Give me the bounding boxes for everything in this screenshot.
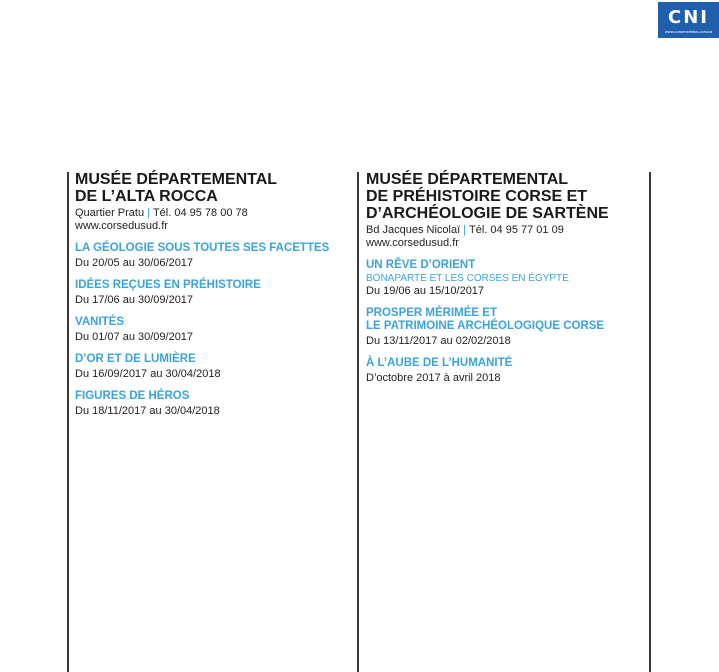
museum-address: Bd Jacques Nicolaï: [366, 224, 461, 236]
exhibition-dates: Du 20/05 au 30/06/2017: [75, 257, 194, 269]
exhibition-title: [75, 279, 353, 294]
exhibition-title: [75, 390, 353, 405]
museum-website: www.corsedusud.fr: [75, 220, 168, 232]
separator: |: [463, 224, 467, 236]
exhibition-dates: Du 19/06 au 15/10/2017: [366, 285, 485, 297]
exhibition-title: [366, 259, 644, 272]
museum-column-alta-rocca: [75, 171, 353, 418]
exhibition-dates: D’octobre 2017 à avril 2018: [366, 372, 501, 384]
column-rule-middle: [357, 172, 359, 672]
exhibition-item: [75, 390, 353, 418]
exhibition-title: [75, 316, 353, 331]
exhibition-item: [75, 279, 353, 307]
exhibition-dates: Du 17/06 au 30/09/2017: [75, 294, 194, 306]
exhibition-item: [366, 307, 644, 348]
exhibition-item: [75, 316, 353, 344]
exhibition-title-line: UN RÊVE D’ORIENT: [366, 259, 476, 271]
exhibition-title-line: VANITÉS: [75, 316, 124, 328]
museum-column-sartene: [366, 171, 644, 385]
museum-title-line: MUSÉE DÉPARTEMENTAL: [75, 171, 278, 188]
museum-title: [75, 171, 353, 205]
museum-contact: [75, 207, 353, 220]
museum-title-line: MUSÉE DÉPARTEMENTAL: [366, 171, 569, 188]
exhibition-title: [366, 357, 644, 372]
exhibition-title-line: IDÉES REÇUES EN PRÉHISTOIRE: [75, 279, 261, 291]
exhibition-item: [366, 357, 644, 385]
exhibition-title-line: FIGURES DE HÉROS: [75, 390, 190, 402]
museum-phone: Tél. 04 95 77 01 09: [469, 224, 564, 236]
exhibition-item: [366, 259, 644, 298]
exhibition-item: [75, 242, 353, 270]
museum-title: [366, 171, 644, 222]
exhibition-item: [75, 353, 353, 381]
exhibition-title-line: D’OR ET DE LUMIÈRE: [75, 353, 196, 365]
museum-contact: [366, 224, 644, 237]
column-rule-left: [67, 172, 69, 672]
exhibition-title-line: À L’AUBE DE L’HUMANITÉ: [366, 357, 513, 369]
museum-title-line: D’ARCHÉOLOGIE DE SARTÈNE: [366, 205, 609, 222]
exhibition-title: [366, 307, 644, 335]
exhibition-title: [75, 242, 353, 257]
exhibition-title-line: LA GÉOLOGIE SOUS TOUTES SES FACETTES: [75, 242, 330, 254]
cni-logo: [658, 2, 719, 38]
museum-address: Quartier Pratu: [75, 207, 145, 219]
museum-title-line: DE PRÉHISTOIRE CORSE ET: [366, 188, 588, 205]
separator: |: [147, 207, 150, 219]
exhibition-title-line: PROSPER MÉRIMÉE ET: [366, 307, 497, 319]
exhibition-dates: Du 13/11/2017 au 02/02/2018: [366, 335, 511, 347]
museum-phone: Tél. 04 95 78 00 78: [152, 207, 248, 219]
museum-website: www.corsedusud.fr: [366, 237, 459, 249]
exhibition-subtitle: BONAPARTE ET LES CORSES EN ÉGYPTE: [366, 273, 569, 284]
logo-text: CNI: [668, 7, 709, 28]
museum-title-line: DE L’ALTA ROCCA: [75, 188, 218, 205]
column-rule-right: [649, 172, 651, 672]
exhibition-dates: Du 16/09/2017 au 30/04/2018: [75, 368, 221, 380]
logo-caption: www.corsenetinfos.corsica: [664, 29, 713, 34]
exhibition-dates: Du 18/11/2017 au 30/04/2018: [75, 405, 220, 417]
exhibition-title-line: LE PATRIMOINE ARCHÉOLOGIQUE CORSE: [366, 320, 605, 332]
exhibition-title: [75, 353, 353, 368]
exhibition-dates: Du 01/07 au 30/09/2017: [75, 331, 194, 343]
